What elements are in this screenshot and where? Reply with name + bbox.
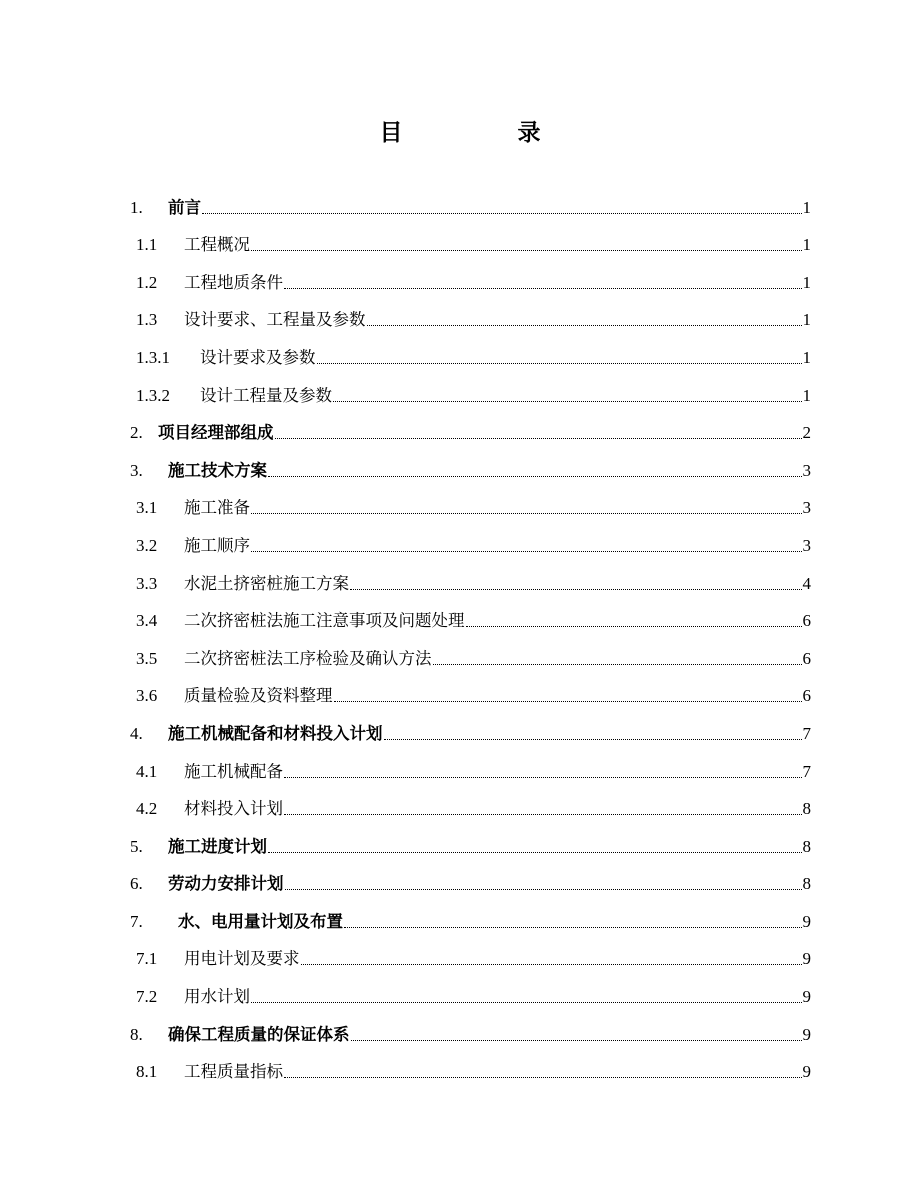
toc-dot-leader <box>251 1002 802 1003</box>
toc-dot-leader <box>344 927 802 928</box>
toc-entry-title: 用电计划及要求 <box>184 949 300 969</box>
toc-entry-number: 3.6 <box>136 686 158 706</box>
toc-dot-leader <box>350 589 802 590</box>
toc-entry-page-number: 8 <box>802 836 811 856</box>
toc-dot-leader <box>284 814 802 815</box>
toc-entry-page-number: 9 <box>802 911 811 931</box>
toc-dot-leader <box>251 513 802 514</box>
toc-entry-number: 4. <box>130 723 143 743</box>
toc-entry[interactable] <box>128 182 811 220</box>
toc-entry[interactable] <box>128 558 811 596</box>
toc-entry[interactable] <box>128 257 811 295</box>
toc-entry-number: 8. <box>130 1024 143 1044</box>
toc-entry[interactable] <box>128 708 811 746</box>
toc-dot-leader <box>275 438 802 439</box>
toc-entry[interactable] <box>128 1047 811 1085</box>
toc-entry[interactable] <box>128 445 811 483</box>
toc-entry[interactable] <box>128 633 811 671</box>
toc-entry-number: 5. <box>130 836 143 856</box>
toc-list <box>128 182 811 1084</box>
toc-entry-page-number: 7 <box>802 723 811 743</box>
toc-entry-page-number: 9 <box>802 949 811 969</box>
toc-entry-title: 设计工程量及参数 <box>200 385 332 405</box>
toc-entry-number: 7.1 <box>136 949 158 969</box>
toc-dot-leader <box>301 964 802 965</box>
toc-entry-page-number: 6 <box>802 686 811 706</box>
toc-entry-page-number: 1 <box>802 272 811 292</box>
toc-entry[interactable] <box>128 370 811 408</box>
toc-entry-page-number: 1 <box>802 347 811 367</box>
toc-entry[interactable] <box>128 821 811 859</box>
toc-entry-page-number: 8 <box>802 874 811 894</box>
toc-dot-leader <box>268 476 802 477</box>
toc-entry-page-number: 4 <box>802 573 811 593</box>
toc-entry-title: 水泥土挤密桩施工方案 <box>184 573 349 593</box>
toc-entry-page-number: 3 <box>802 460 811 480</box>
toc-entry-number: 1.1 <box>136 235 158 255</box>
toc-title: 目 录 <box>379 120 587 146</box>
toc-dot-leader <box>251 551 802 552</box>
toc-entry-title: 工程地质条件 <box>184 272 283 292</box>
toc-dot-leader <box>284 288 802 289</box>
toc-entry[interactable] <box>128 934 811 972</box>
toc-entry[interactable] <box>128 483 811 521</box>
toc-entry-page-number: 7 <box>802 761 811 781</box>
toc-dot-leader <box>284 777 802 778</box>
toc-entry[interactable] <box>128 220 811 258</box>
toc-entry-number: 8.1 <box>136 1062 158 1082</box>
toc-entry[interactable] <box>128 746 811 784</box>
toc-entry-title: 施工技术方案 <box>168 460 267 480</box>
toc-entry[interactable] <box>128 408 811 446</box>
toc-entry-title: 工程质量指标 <box>184 1062 283 1082</box>
toc-entry-title: 水、电用量计划及布置 <box>178 911 343 931</box>
toc-entry-title: 工程概况 <box>184 235 250 255</box>
toc-dot-leader <box>202 213 802 214</box>
toc-entry-title: 设计要求及参数 <box>200 347 316 367</box>
toc-entry-number: 7. <box>130 911 143 931</box>
toc-entry[interactable] <box>128 596 811 634</box>
toc-entry-title: 施工进度计划 <box>168 836 267 856</box>
toc-entry-title: 劳动力安排计划 <box>168 874 284 894</box>
toc-entry-number: 4.2 <box>136 799 158 819</box>
toc-entry[interactable] <box>128 1009 811 1047</box>
toc-dot-leader <box>367 325 802 326</box>
toc-dot-leader <box>285 889 802 890</box>
toc-dot-leader <box>384 739 802 740</box>
toc-entry-page-number: 9 <box>802 987 811 1007</box>
toc-dot-leader <box>466 626 802 627</box>
toc-entry[interactable] <box>128 332 811 370</box>
toc-dot-leader <box>333 401 802 402</box>
toc-entry-title: 施工机械配备和材料投入计划 <box>168 723 383 743</box>
toc-entry-number: 3. <box>130 460 143 480</box>
toc-entry-title: 质量检验及资料整理 <box>184 686 333 706</box>
toc-entry-number: 3.2 <box>136 535 158 555</box>
toc-entry[interactable] <box>128 295 811 333</box>
toc-entry-title: 前言 <box>168 197 201 217</box>
toc-entry-number: 1.3.2 <box>136 385 170 405</box>
toc-entry-page-number: 1 <box>802 385 811 405</box>
toc-entry-number: 2. <box>130 423 143 443</box>
toc-entry[interactable] <box>128 896 811 934</box>
toc-entry-page-number: 9 <box>802 1062 811 1082</box>
toc-entry[interactable] <box>128 859 811 897</box>
toc-entry-title: 二次挤密桩法施工注意事项及问题处理 <box>184 611 465 631</box>
toc-dot-leader <box>433 664 802 665</box>
toc-entry-page-number: 1 <box>802 310 811 330</box>
toc-entry-title: 施工顺序 <box>184 535 250 555</box>
toc-entry-page-number: 1 <box>802 197 811 217</box>
toc-entry[interactable] <box>128 520 811 558</box>
toc-entry-number: 3.5 <box>136 648 158 668</box>
toc-entry-title: 施工机械配备 <box>184 761 283 781</box>
toc-dot-leader <box>317 363 802 364</box>
toc-dot-leader <box>351 1040 802 1041</box>
toc-entry-number: 6. <box>130 874 143 894</box>
toc-entry-number: 3.1 <box>136 498 158 518</box>
toc-dot-leader <box>251 250 802 251</box>
toc-entry-title: 材料投入计划 <box>184 799 283 819</box>
toc-entry-title: 二次挤密桩法工序检验及确认方法 <box>184 648 432 668</box>
toc-entry-title: 用水计划 <box>184 987 250 1007</box>
toc-entry-number: 1.3 <box>136 310 158 330</box>
toc-entry-number: 4.1 <box>136 761 158 781</box>
toc-entry-number: 7.2 <box>136 987 158 1007</box>
toc-dot-leader <box>268 852 802 853</box>
toc-entry-page-number: 3 <box>802 535 811 555</box>
toc-entry-number: 1. <box>130 197 143 217</box>
toc-entry-title: 设计要求、工程量及参数 <box>184 310 366 330</box>
toc-dot-leader <box>334 701 802 702</box>
toc-entry-number: 3.3 <box>136 573 158 593</box>
toc-entry-page-number: 3 <box>802 498 811 518</box>
toc-entry[interactable] <box>128 671 811 709</box>
toc-entry-title: 施工准备 <box>184 498 250 518</box>
toc-entry-title: 项目经理部组成 <box>158 423 274 443</box>
toc-entry[interactable] <box>128 971 811 1009</box>
toc-entry-page-number: 6 <box>802 611 811 631</box>
toc-entry-number: 1.2 <box>136 272 158 292</box>
toc-entry-number: 3.4 <box>136 611 158 631</box>
toc-entry-title: 确保工程质量的保证体系 <box>168 1024 350 1044</box>
toc-dot-leader <box>284 1077 802 1078</box>
toc-entry[interactable] <box>128 784 811 822</box>
toc-entry-page-number: 2 <box>802 423 811 443</box>
toc-entry-page-number: 8 <box>802 799 811 819</box>
toc-entry-page-number: 6 <box>802 648 811 668</box>
toc-entry-page-number: 9 <box>802 1024 811 1044</box>
toc-entry-page-number: 1 <box>802 235 811 255</box>
toc-entry-number: 1.3.1 <box>136 347 170 367</box>
